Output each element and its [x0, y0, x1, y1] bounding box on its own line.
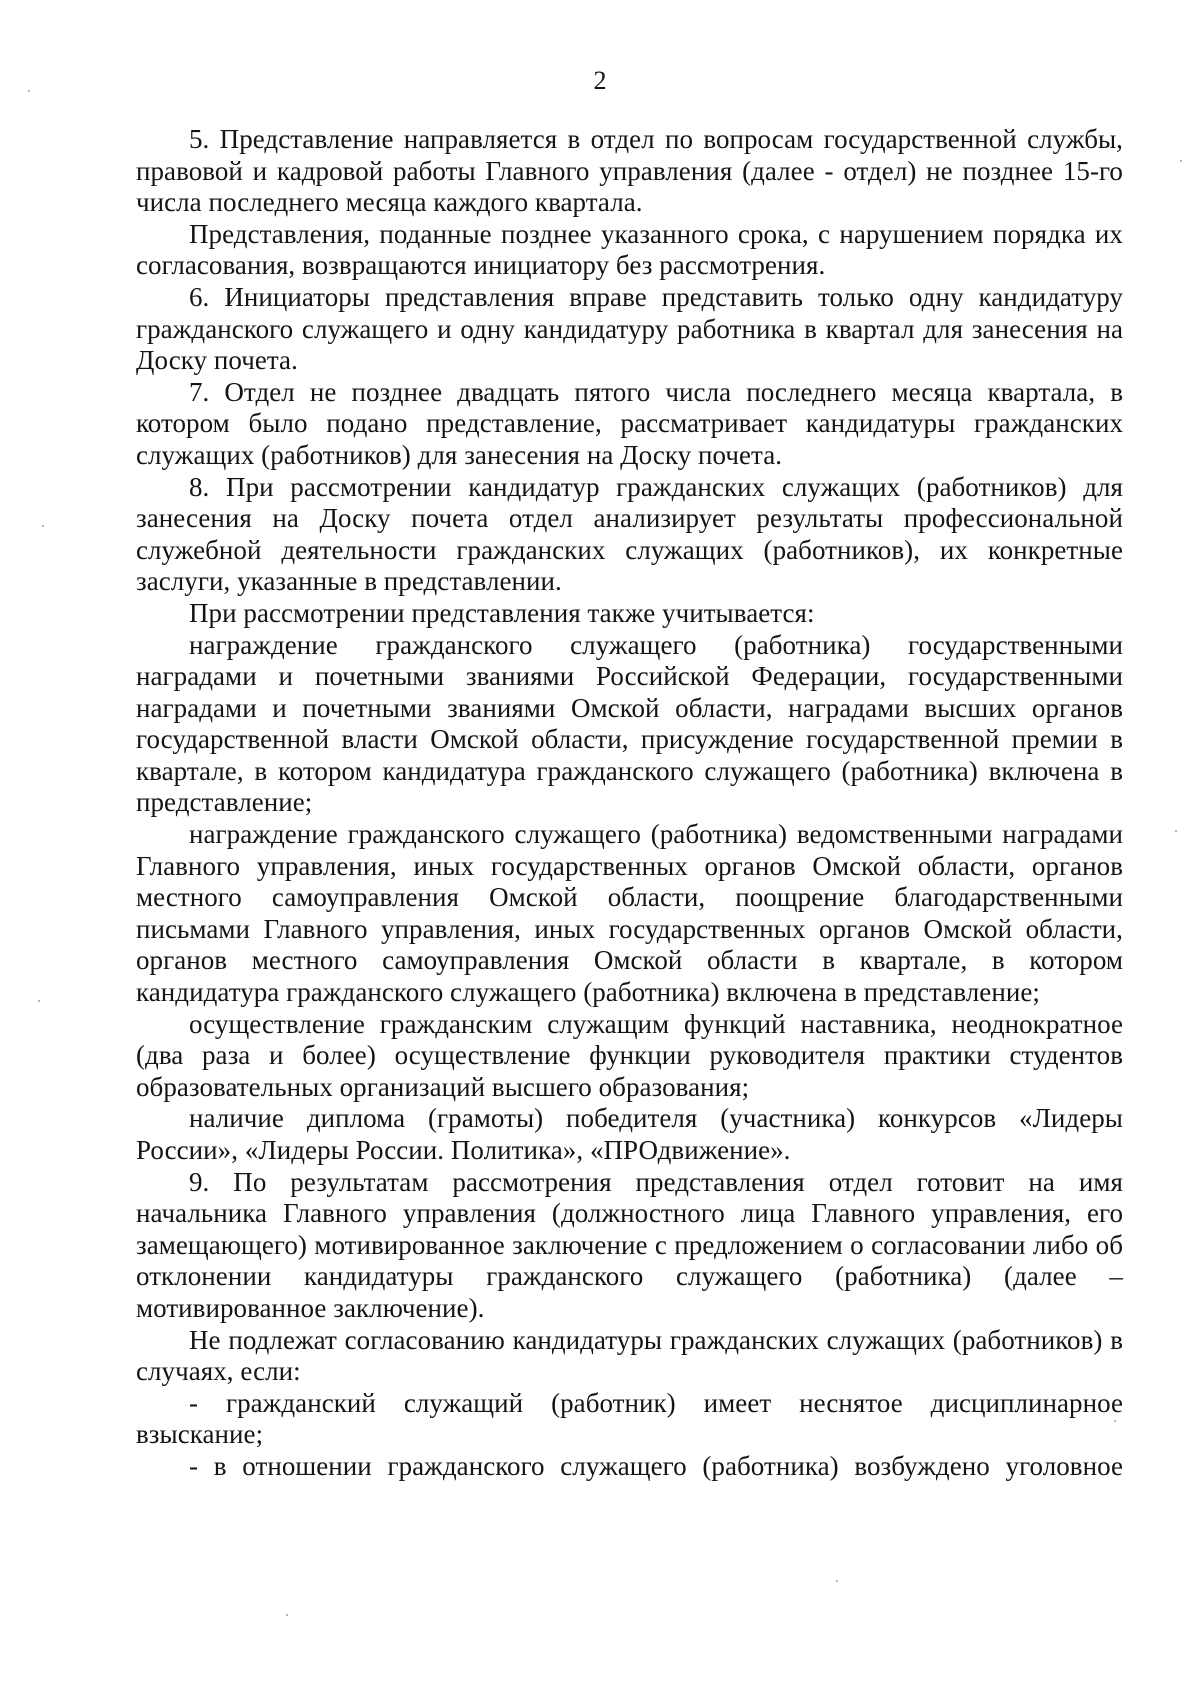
paragraph-departmental-awards: награждение гражданского служащего (работника) ведомственными наградами Главного управления, иных государственных органов Омской области, органов местного самоуправления Омской области, поощрение благодарственными письмами Главного управления, иных государственных органов Омской области, органов местного самоуправления Омской области в квартале, в котором кандидатура гражданского служащего (работника) включена в представление; [136, 819, 1123, 1008]
scan-speck [1180, 160, 1182, 162]
scan-speck [42, 525, 44, 527]
paragraph-6-one-candidate: 6. Инициаторы представления вправе представить только одну кандидатуру гражданского служащего и одну кандидатуру работника в квартал для занесения на Доску почета. [136, 281, 1123, 376]
scan-speck [836, 1580, 838, 1582]
page-number: 2 [593, 66, 607, 95]
paragraph-state-awards: награждение гражданского служащего (работника) государственными наградами и почетными званиями Российской Федерации, государственными наградами и почетными званиями Омской области, наградами высших органов государственной власти Омской области, присуждение государственной премии в квартале, в котором кандидатура гражданского служащего (работника) включена в представление; [136, 629, 1123, 818]
paragraph-5-submission-deadline: 5. Представление направляется в отдел по вопросам государственной службы, правовой и кадровой работы Главного управления (далее - отдел) не позднее 15-го числа последнего месяца каждого квартала. [136, 124, 1123, 218]
paragraph-criminal-case: - в отношении гражданского служащего (работника) возбуждено уголовное [189, 1450, 1123, 1481]
scan-speck [1175, 830, 1177, 832]
paragraph-mentorship: осуществление гражданским служащим функций наставника, неоднократное (два раза и более) осуществление функции руководителя практики студентов образовательных организаций высшего образования; [136, 1008, 1123, 1102]
paragraph-7-review-deadline: 7. Отдел не позднее двадцать пятого числа последнего месяца квартала, в котором было подано представление, рассматривает кандидатуры гражданских служащих (работников) для занесения на Доску почета. [136, 376, 1123, 470]
scan-speck [286, 1614, 288, 1616]
scan-speck [28, 90, 30, 92]
paragraph-contest-diploma: наличие диплома (грамоты) победителя (участника) конкурсов «Лидеры России», «Лидеры России. Политика», «ПРОдвижение». [136, 1103, 1123, 1165]
paragraph-8-review-criteria: 8. При рассмотрении кандидатур гражданских служащих (работников) для занесения на Доску почета отдел анализирует результаты профессиональной служебной деятельности гражданских служащих (работников), их конкретные заслуги, указанные в представлении. [136, 471, 1123, 597]
paragraph-not-approved-cases: Не подлежат согласованию кандидатуры гражданских служащих (работников) в случаях, если: [136, 1324, 1123, 1387]
scan-speck [1114, 1420, 1116, 1422]
paragraph-also-considered: При рассмотрении представления также учитывается: [189, 597, 815, 628]
scan-speck [38, 1000, 40, 1002]
paragraph-disciplinary-penalty: - гражданский служащий (работник) имеет неснятое дисциплинарное взыскание; [136, 1387, 1123, 1450]
paragraph-9-motivated-conclusion: 9. По результатам рассмотрения представления отдел готовит на имя начальника Главного управления (должностного лица Главного управления, его замещающего) мотивированное заключение с предложением о согласовании либо об отклонении кандидатуры гражданского служащего (работника) (далее – мотивированное заключение). [136, 1166, 1123, 1323]
document-body [136, 124, 1123, 1483]
paragraph-late-submissions: Представления, поданные позднее указанного срока, с нарушением порядка их согласования, возвращаются инициатору без рассмотрения. [136, 218, 1123, 281]
